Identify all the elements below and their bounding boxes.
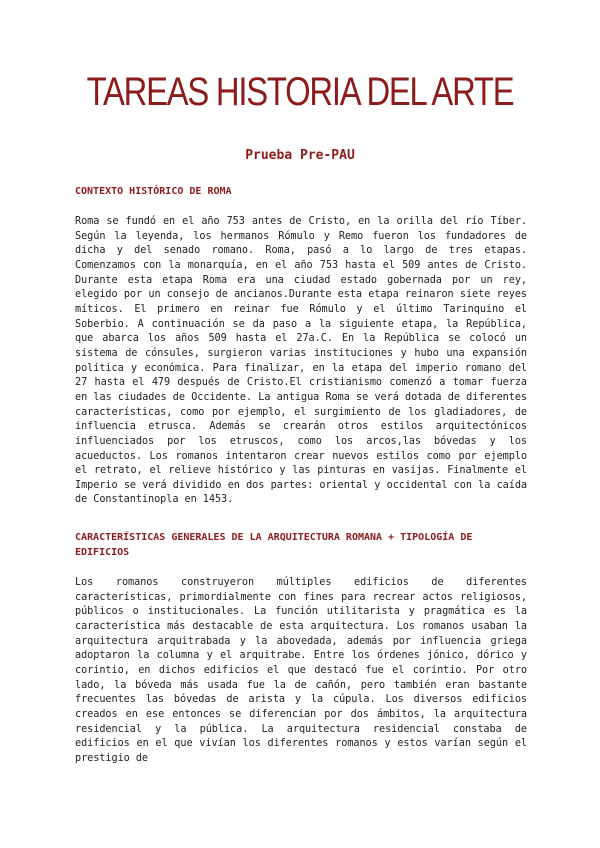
section-heading-contexto: CONTEXTO HISTÓRICO DE ROMA <box>75 186 232 197</box>
section-heading-arquitectura: CARACTERÍSTICAS GENERALES DE LA ARQUITECTURA ROMANA + TIPOLOGÍA DE EDIFICIOS <box>75 532 473 558</box>
section-body-contexto: Roma se fundó en el año 753 antes de Cristo, en la orilla del río Tíber. Según la leyenda, los hermanos Rómulo y Remo fueron los fundadores de dicha y del senado romano. Roma, pasó a lo largo de tres etapas. Comenzamos con la monarquía, en el año 753 hasta el 509 antes de Cristo. Durante esta etapa Roma era una ciudad estado gobernada por un rey, elegido por un consejo de ancianos.Durante esta etapa reinaron siete reyes míticos. El primero en reinar fue Rómulo y el último Tarinquino el Soberbio. A continuación se da paso a la siguiente etapa, la República, que abarca los años 509 hasta el 27a.C. En la República se colocó un sistema de cónsules, surgieron varias instituciones y hubo una expansión política y económica. Para finalizar, en la etapa del imperio romano del 27 hasta el 479 después de Cristo.El cristianismo comenzó a tomar fuerza en las ciudades de Occidente. La antigua Roma se verá dotada de diferentes características, como por ejemplo, el surgimiento de los gladiadores, de influencia etrusca. Además se crearán otros estilos arquitectónicos influenciados por los etruscos, como los arcos,las bóvedas y los acueductos. Los romanos intentaron crear nuevos estilos como por ejemplo el retrato, el relieve histórico y las pinturas en vasijas. Finalmente el Imperio se verá dividido en dos partes: oriental y occidental con la caída de Constantinopla en 1453. <box>75 216 527 506</box>
document-title: TAREAS HISTORIA DEL ARTE <box>86 70 514 114</box>
document-subtitle: Prueba Pre-PAU <box>245 148 355 163</box>
section-body-arquitectura: Los romanos construyeron múltiples edificios de diferentes características, primordialmente con fines para recrear actos religiosos, públicos o institucionales. La función utilitarista y pragmática es la característica más destacable de esta arquitectura. Los romanos usaban la arquitectura arquitrabada y la abovedada, además por influencia griega adoptaron la columna y el arquitrabe. Entre los órdenes jónico, dórico y corintio, en dichos edificios el que destacó fue el corintio. Por otro lado, la bóveda más usada fue la de cañón, pero también eran bastante frecuentes las bóvedas de arista y la cúpula. Los diversos edificios creados en ese entonces se diferencian por dos ámbitos, la arquitectura residencial y la pública. La arquitectura residencial constaba de edificios en el que vivían los diferentes romanos y estos varían según el prestigio de <box>75 577 527 764</box>
